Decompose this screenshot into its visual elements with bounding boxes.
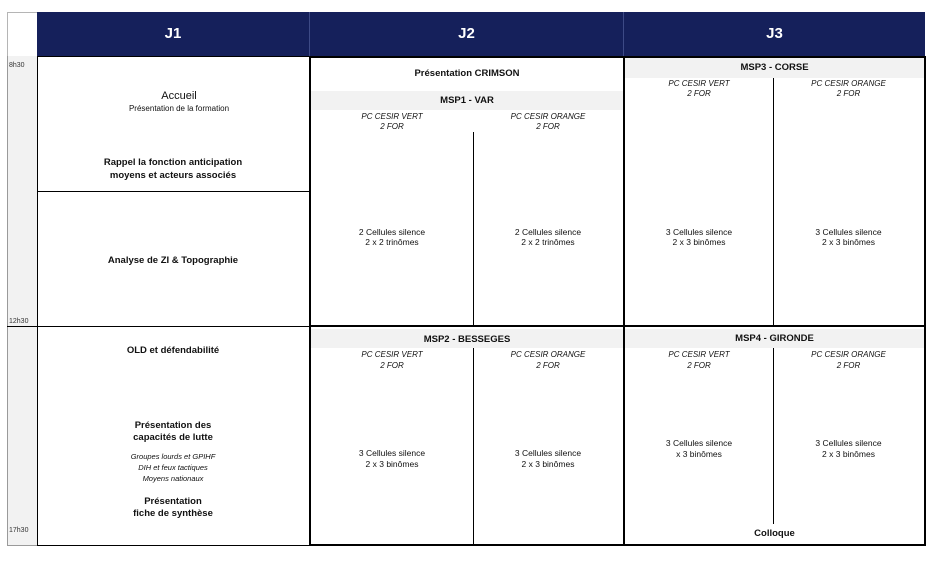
j2-afternoon-left-teams: 2 x 3 binômes — [365, 459, 419, 469]
j2-morning-right-for: 2 FOR — [536, 122, 560, 131]
j1-fiche-line2: fiche de synthèse — [133, 508, 213, 519]
time-midday: 12h30 — [9, 318, 29, 325]
j1-divider-1 — [37, 191, 310, 192]
j2-morning-exercise: MSP1 - VAR — [440, 95, 494, 106]
midday-divider-left — [7, 326, 310, 327]
j3-afternoon-exercise: MSP4 - GIRONDE — [735, 333, 814, 344]
j1-old-title: OLD et défendabilité — [126, 345, 220, 356]
j3-closing-colloque: Colloque — [754, 528, 795, 539]
j1-detail-3: Moyens nationaux — [142, 474, 204, 483]
j1-welcome-subtitle: Présentation de la formation — [128, 104, 230, 113]
day-header-j1: J1 — [37, 12, 309, 56]
j3-morning-right-cells: 3 Cellules silence — [815, 227, 882, 237]
time-column — [7, 56, 38, 546]
j2-afternoon-right-pc: PC CESIR ORANGE — [510, 350, 586, 359]
j3-morning-left-cells: 3 Cellules silence — [665, 227, 733, 237]
j1-fiche-line1: Présentation — [144, 496, 202, 507]
j2-morning-left-cells: 2 Cellules silence — [358, 227, 426, 237]
j1-capacites-line1: Présentation des — [134, 420, 212, 431]
j3-morning-split — [773, 78, 774, 326]
j3-afternoon-right-for: 2 FOR — [836, 361, 861, 370]
j3-morning-left-for: 2 FOR — [687, 89, 711, 98]
j3-afternoon-left-teams: x 3 binômes — [676, 449, 722, 459]
day-header-j3: J3 — [623, 12, 925, 56]
j3-afternoon-left-for: 2 FOR — [687, 361, 711, 370]
j1-welcome-title: Accueil — [161, 90, 197, 102]
j1-capacites-line2: capacités de lutte — [133, 432, 213, 443]
j3-morning-left-pc: PC CESIR VERT — [668, 79, 730, 88]
j1-detail-1: Groupes lourds et GPIHF — [130, 452, 216, 461]
j2-intro-title: Présentation CRIMSON — [414, 68, 520, 79]
j1-rappel-line2: moyens et acteurs associés — [109, 170, 237, 181]
j3-morning-right-pc: PC CESIR ORANGE — [811, 79, 886, 88]
j3-afternoon-right-teams: 2 x 3 binômes — [822, 449, 875, 459]
j2-afternoon-split — [473, 348, 474, 544]
j2-afternoon-left-pc: PC CESIR VERT — [361, 350, 423, 359]
j3-afternoon-left-pc: PC CESIR VERT — [668, 350, 730, 359]
j3-morning-right-for: 2 FOR — [836, 89, 861, 98]
j2-afternoon-right-teams: 2 x 3 binômes — [521, 459, 575, 469]
j1-rappel-line1: Rappel la fonction anticipation — [103, 157, 243, 168]
j3-afternoon-left-cells: 3 Cellules silence — [665, 438, 733, 448]
j3-morning-exercise: MSP3 - CORSE — [740, 62, 809, 73]
j2-afternoon-right-cells: 3 Cellules silence — [514, 448, 582, 458]
midday-divider-right — [309, 325, 926, 327]
day-header-j2: J2 — [309, 12, 623, 56]
j1-analyse-title: Analyse de ZI & Topographie — [107, 255, 239, 266]
header-corner — [7, 12, 37, 56]
time-start: 8h30 — [9, 62, 25, 69]
j2-morning-right-teams: 2 x 2 trinômes — [521, 237, 575, 247]
j2-afternoon-left-cells: 3 Cellules silence — [358, 448, 426, 458]
j2-afternoon-left-for: 2 FOR — [380, 361, 404, 370]
j3-afternoon-right-pc: PC CESIR ORANGE — [811, 350, 886, 359]
j3-afternoon-right-cells: 3 Cellules silence — [815, 438, 882, 448]
j3-column — [623, 56, 926, 546]
j2-morning-right-cells: 2 Cellules silence — [514, 227, 582, 237]
j3-morning-right-teams: 2 x 3 binômes — [822, 237, 875, 247]
j2-morning-left-for: 2 FOR — [380, 122, 404, 131]
time-end: 17h30 — [9, 527, 29, 534]
j3-morning-left-teams: 2 x 3 binômes — [672, 237, 726, 247]
j2-morning-left-teams: 2 x 2 trinômes — [365, 237, 419, 247]
j2-afternoon-right-for: 2 FOR — [536, 361, 560, 370]
j2-morning-right-pc: PC CESIR ORANGE — [510, 112, 586, 121]
j2-morning-left-pc: PC CESIR VERT — [361, 112, 423, 121]
j1-detail-2: DIH et feux tactiques — [138, 463, 208, 472]
j2-afternoon-exercise: MSP2 - BESSEGES — [423, 334, 511, 345]
j3-afternoon-split — [773, 348, 774, 524]
